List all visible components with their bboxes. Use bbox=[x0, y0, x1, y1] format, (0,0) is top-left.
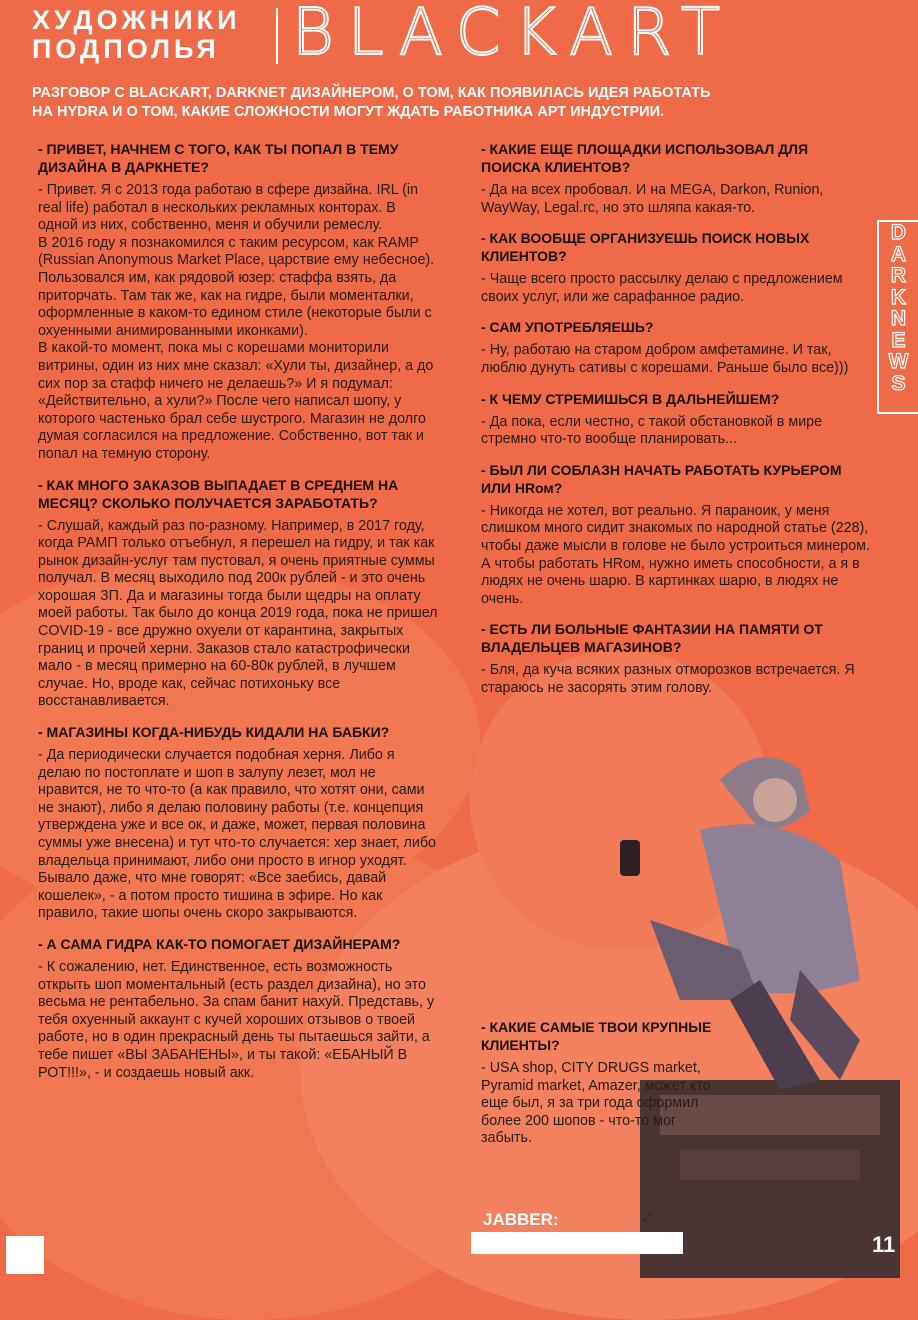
title-line-1: ХУДОЖНИКИ bbox=[32, 5, 241, 35]
title-divider bbox=[276, 8, 278, 64]
jabber-label: JABBER: bbox=[483, 1210, 559, 1229]
courier-illustration bbox=[560, 700, 918, 1278]
answer: - Никогда не хотел, вот реально. Я параноик, у меня слишком много сидит знакомых по народной статье (228), чтобы даже мысли в голове не было устроиться минером. А чтобы работать HRом, нужно иметь способности, а я в людях не очень шарю. В картинках шарю, в людях не очень. bbox=[481, 502, 870, 607]
side-tab-letter: D bbox=[890, 221, 907, 244]
darknews-side-tab bbox=[877, 220, 918, 414]
answer: - USA shop, CITY DRUGS market, Pyramid market, Amazer, может кто еще был, я за три года оформил более 200 шопов - что-то мог забыть. bbox=[481, 1060, 711, 1147]
question: - КАКИЕ САМЫЕ ТВОИ КРУПНЫЕ КЛИЕНТЫ? bbox=[481, 1019, 712, 1053]
answer: - Да на всех пробовал. И на MEGA, Darkon, Runion, WayWay, Legal.rc, но это шляпа какая-то. bbox=[481, 182, 824, 216]
right-column bbox=[481, 140, 871, 710]
side-tab-letter: S bbox=[891, 371, 906, 395]
title-blackart: BLACKART bbox=[292, 0, 734, 70]
jabber-redacted-field bbox=[471, 1232, 683, 1254]
side-tab-letter: E bbox=[891, 328, 906, 352]
final-question-block bbox=[481, 1018, 731, 1160]
side-tab-letter: A bbox=[890, 242, 907, 266]
page-number: 11 bbox=[872, 1232, 896, 1257]
corner-white-box bbox=[6, 1236, 44, 1274]
check-icon: ✓ bbox=[640, 1208, 656, 1228]
question: - К ЧЕМУ СТРЕМИШЬСЯ В ДАЛЬНЕЙШЕМ? bbox=[481, 390, 780, 407]
question: - САМ УПОТРЕБЛЯЕШЬ? bbox=[481, 319, 654, 336]
title-line-2: ПОДПОЛЬЯ bbox=[32, 34, 220, 64]
answer: - Ну, работаю на старом добром амфетамине. И так, люблю дунуть сативы с корешами. Раньше было все))) bbox=[481, 342, 849, 376]
answer: - Бля, да куча всяких разных отморозков встречается. Я стараюсь не засорять этим голову. bbox=[481, 662, 855, 696]
question: - ПРИВЕТ, НАЧНЕМ С ТОГО, КАК ТЫ ПОПАЛ В ТЕМУ ДИЗАЙНА В ДАРКНЕТЕ? bbox=[38, 141, 399, 175]
question: - КАК МНОГО ЗАКАЗОВ ВЫПАДАЕТ В СРЕДНЕМ НА МЕСЯЦ? СКОЛЬКО ПОЛУЧАЕТСЯ ЗАРАБОТАТЬ? bbox=[38, 476, 399, 511]
title-russian bbox=[32, 6, 241, 64]
question: - ЕСТЬ ЛИ БОЛЬНЫЕ ФАНТАЗИИ НА ПАМЯТИ ОТ ВЛАДЕЛЬЦЕВ МАГАЗИНОВ? bbox=[481, 621, 823, 656]
answer: - Чаще всего просто рассылку делаю с предложением своих услуг, или же сарафанное радио. bbox=[481, 271, 843, 305]
header bbox=[0, 0, 918, 72]
question: - А САМА ГИДРА КАК-ТО ПОМОГАЕТ ДИЗАЙНЕРАМ? bbox=[38, 935, 401, 952]
answer: - Да периодически случается подобная херня. Либо я делаю по постоплате и шоп в залупу лезет, мол не нравится, не то что-то (а как правило, что хотят они, сами не знают), либо я делаю половину работы (т.е. концепция утверждена уже и все ок, и даже, может, первая половина суммы уже внесена) и тут что-то случается: хер знает, либо владельца принимают, либо они просто в игнор уходят. Бывало даже, что мне говорят: «Все заебись, давай кошелек», - а потом просто тишина в эфире. Но как правило, такие шопы очень скоро закрываются. bbox=[38, 747, 437, 922]
side-tab-letter: N bbox=[890, 307, 907, 330]
question: - КАКИЕ ЕЩЕ ПЛОЩАДКИ ИСПОЛЬЗОВАЛ ДЛЯ ПОИСКА КЛИЕНТОВ? bbox=[481, 141, 809, 175]
answer: - Слушай, каждый раз по-разному. Например, в 2017 году, когда РАМП только отъебнул, я перешел на гидру, и так как рынок дизайн-услуг там пустовал, я очень приятные суммы получал. В месяц выходило под 200к рублей - и это очень хорошая ЗП. Да и магазины тогда были щедры на оплату моей работы. Так было до конца 2019 года, пока не пришел COVID-19 - все дружно охуели от карантина, закрытых границ и прочей херни. Заказов стало катастрофически мало - в месяц примерно на 60-80к рублей, в лучшем случае. Но, вроде как, сейчас потихоньку все восстанавливается. bbox=[38, 517, 438, 710]
answer: - Да пока, если честно, с такой обстановкой в мире стремно что-то вообще планировать... bbox=[481, 413, 823, 448]
left-column bbox=[38, 140, 438, 1094]
side-tab-letter: W bbox=[888, 350, 909, 373]
answer: - Привет. Я с 2013 года работаю в сфере дизайна. IRL (in real life) работал в нескольких рекламных конторах. В одной из них, собственно, меня и обучили ремеслу. В 2016 году я познакомился с таким ресурсом, как RAMP (Russian Anonymous Market Place, царствие ему небесное). Пользовался им, как рядовой юзер: стаффа взять, да приторчать. Там так же, как на гидре, были моменталки, оформленные в каком-то едином стиле (некоторые были с охуенными анимированными иконками). В какой-то момент, пока мы с корешами мониторили витрины, один из них мне сказал: «Хули ты, дизайнер, а до сих пор за стафф ничего не делаешь?» И я подумал: «Действительно, а хули?» После чего написал шопу, у которого частенько брал себе шустрого. Магазин не долго думая согласился на предложение. Собственно, вот так и попал на темную сторону. bbox=[38, 182, 435, 462]
intro-text: РАЗГОВОР С BLACKART, DARKNET ДИЗАЙНЕРОМ, О ТОМ, КАК ПОЯВИЛАСЬ ИДЕЯ РАБОТАТЬ НА HYDRA И О ТОМ, КАКИЕ СЛОЖНОСТИ МОГУТ ЖДАТЬ РАБОТНИКА АРТ ИНДУСТРИИ. bbox=[32, 85, 711, 120]
side-tab-letter: R bbox=[890, 264, 907, 287]
question: - БЫЛ ЛИ СОБЛАЗН НАЧАТЬ РАБОТАТЬ КУРЬЕРОМ ИЛИ HRом? bbox=[481, 461, 842, 496]
answer: - К сожалению, нет. Единственное, есть возможность открыть шоп моментальный (есть раздел дизайна), но это весьма не рентабельно. За спам банит нахуй. Представь, у тебя охуенный аккаунт с кучей хороших отзывов о твоей работе, но в один прекрасный день ты пытаешься зайти, а тебе пишет «ВЫ ЗАБАНЕНЫ», и ты такой: «ЕБАНЫЙ В РОТ!!!», - и создаешь новый акк. bbox=[38, 958, 435, 1081]
question: - МАГАЗИНЫ КОГДА-НИБУДЬ КИДАЛИ НА БАБКИ? bbox=[38, 724, 390, 741]
question: - КАК ВООБЩЕ ОРГАНИЗУЕШЬ ПОИСК НОВЫХ КЛИЕНТОВ? bbox=[481, 230, 810, 265]
side-tab-letter: K bbox=[890, 285, 907, 309]
